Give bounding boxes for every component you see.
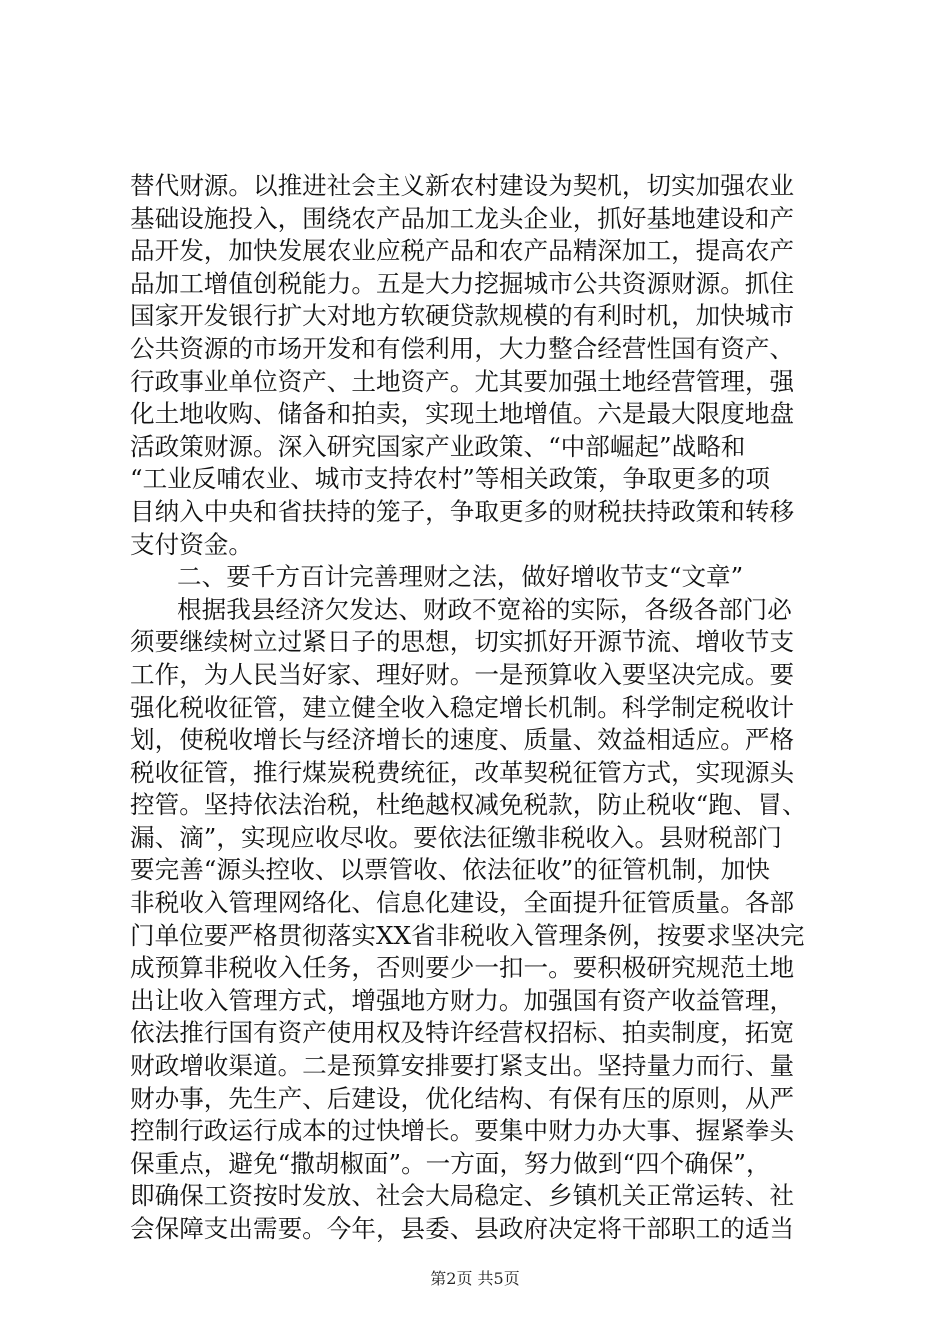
text-line: 财办事，先生产、后建设，优化结构、有保有压的原则，从严	[130, 1083, 795, 1113]
text-line: 品加工增值创税能力。五是大力挖掘城市公共资源财源。抓住	[130, 268, 795, 298]
text-line: 漏、滴”，实现应收尽收。要依法征缴非税收入。县财税部门	[130, 822, 783, 852]
text-line: 公共资源的市场开发和有偿利用，大力整合经营性国有资产、	[130, 333, 795, 363]
text-line: 控管。坚持依法治税，杜绝越权减免税款，防止税收“跑、冒、	[130, 790, 807, 820]
text-line: 工作，为人民当好家、理好财。一是预算收入要坚决完成。要	[130, 659, 795, 689]
text-line: 替代财源。以推进社会主义新农村建设为契机，切实加强农业	[130, 171, 795, 200]
text-line: 根据我县经济欠发达、财政不宽裕的实际，各级各部门必	[177, 594, 792, 624]
text-line: “工业反哺农业、城市支持农村”等相关政策，争取更多的项	[130, 464, 770, 494]
text-line: 依法推行国有资产使用权及特许经营权招标、拍卖制度，拓宽	[130, 1018, 795, 1048]
text-line: 目纳入中央和省扶持的笼子，争取更多的财税扶持政策和转移	[130, 496, 795, 526]
text-line: 控制行政运行成本的过快增长。要集中财力办大事、握紧拳头	[130, 1116, 795, 1146]
text-line: 保重点，避免“撒胡椒面”。一方面，努力做到“四个确保”，	[130, 1148, 771, 1178]
text-line: 要完善“源头控收、以票管收、依法征收”的征管机制，加快	[130, 855, 770, 885]
text-line: 门单位要严格贯彻落实XX省非税收入管理条例，按要求坚决完	[130, 920, 805, 950]
text-line: 成预算非税收入任务，否则要少一扣一。要积极研究规范土地	[130, 953, 795, 983]
text-line: 非税收入管理网络化、信息化建设，全面提升征管质量。各部	[130, 888, 795, 918]
text-line: 税收征管，推行煤炭税费统征，改革契税征管方式，实现源头	[130, 757, 795, 787]
text-line: 财政增收渠道。二是预算安排要打紧支出。坚持量力而行、量	[130, 1051, 795, 1081]
page-footer: 第2页 共5页	[430, 1269, 520, 1288]
text-line: 活政策财源。深入研究国家产业政策、“中部崛起”战略和	[130, 431, 746, 461]
text-line: 强化税收征管，建立健全收入稳定增长机制。科学制定税收计	[130, 692, 795, 722]
text-line: 出让收入管理方式，增强地方财力。加强国有资产收益管理，	[130, 985, 795, 1015]
text-line: 化土地收购、储备和拍卖，实现土地增值。六是最大限度地盘	[130, 399, 795, 429]
text-line: 须要继续树立过紧日子的思想，切实抓好开源节流、增收节支	[130, 627, 795, 657]
body-text	[130, 170, 830, 1246]
text-line: 支付资金。	[130, 529, 253, 559]
text-line: 即确保工资按时发放、社会大局稳定、乡镇机关正常运转、社	[130, 1181, 795, 1211]
text-line: 品开发，加快发展农业应税产品和农产品精深加工，提高农产	[130, 236, 795, 266]
section-heading: 二、要千方百计完善理财之法，做好增收节支“文章”	[177, 562, 744, 592]
text-line: 会保障支出需要。今年，县委、县政府决定将干部职工的适当	[130, 1214, 795, 1243]
text-line: 行政事业单位资产、土地资产。尤其要加强土地经营管理，强	[130, 366, 795, 396]
text-line: 基础设施投入，围绕农产品加工龙头企业，抓好基地建设和产	[130, 203, 795, 233]
text-line: 划，使税收增长与经济增长的速度、质量、效益相适应。严格	[130, 725, 795, 755]
text-line: 国家开发银行扩大对地方软硬贷款规模的有利时机，加快城市	[130, 301, 795, 331]
